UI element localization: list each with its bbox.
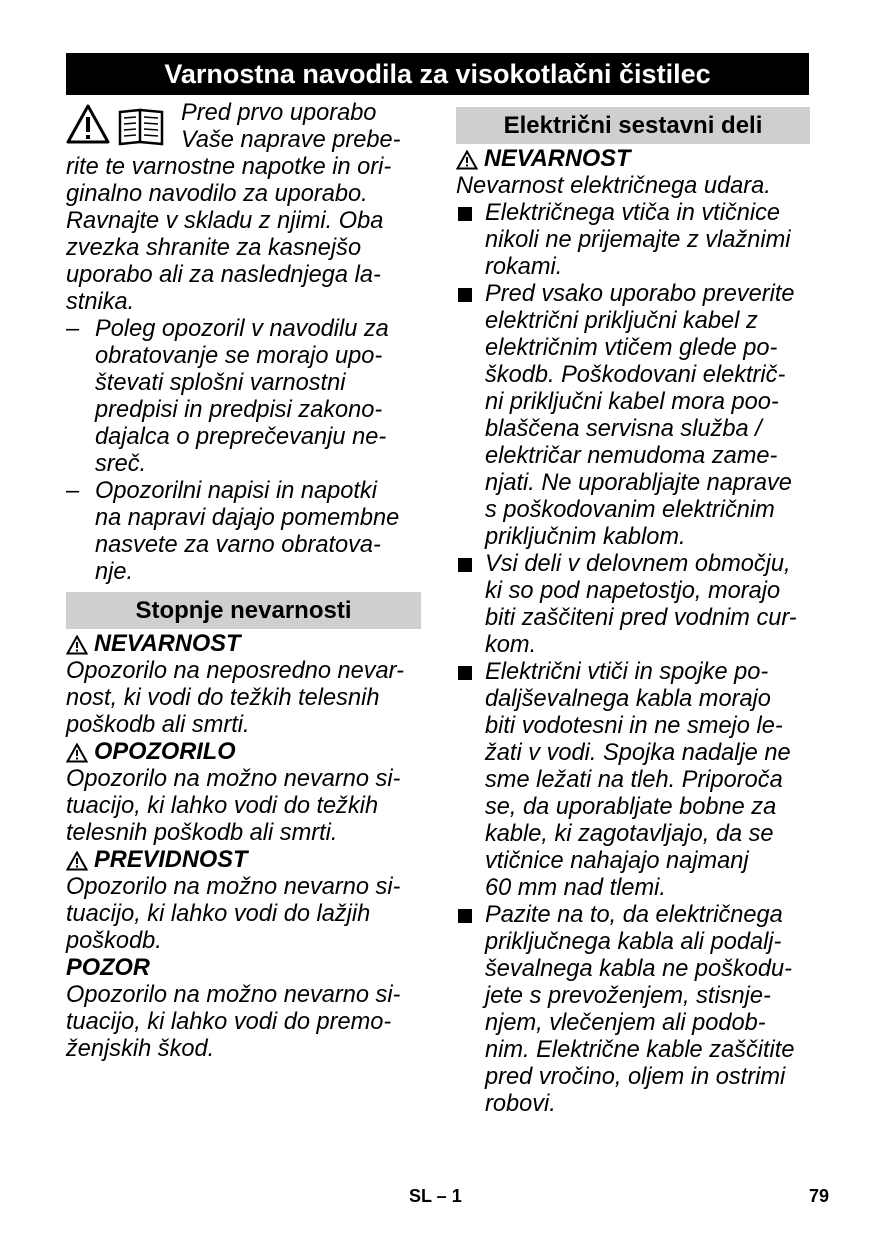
dash-line: dajalca o preprečevanju ne- — [95, 424, 387, 450]
intro-icons — [66, 104, 166, 153]
bullet-line: njem, vlečenjem ali podob- — [485, 1010, 766, 1036]
danger-text: Nevarnost električnega udara. — [456, 173, 771, 199]
bullet-line: Pred vsako uporabo preverite — [485, 281, 795, 307]
hazard-text: nost, ki vodi do težkih telesnih — [66, 685, 380, 711]
dash-line: predpisi in predpisi zakono- — [95, 397, 383, 423]
intro-line: stnika. — [66, 289, 135, 315]
hazard-text: tuacijo, ki lahko vodi do lažjih — [66, 901, 371, 927]
intro-line: Vaše naprave prebe- — [181, 127, 401, 153]
bullet-line: pred vročino, oljem in ostrimi — [485, 1064, 786, 1090]
hazard-label: PREVIDNOST — [94, 847, 248, 873]
dash-line: sreč. — [95, 451, 147, 477]
hazard-text: tuacijo, ki lahko vodi do premo- — [66, 1009, 392, 1035]
bullet-line: njati. Ne uporabljajte naprave — [485, 470, 792, 496]
page-number: 79 — [809, 1186, 830, 1206]
dash-line: nasvete za varno obratova- — [95, 532, 381, 558]
bullet-line: ševalnega kabla ne poškodu- — [485, 956, 792, 982]
warning-triangle-icon — [456, 150, 478, 170]
bullet-line: se, da uporabljate bobne za — [485, 794, 777, 820]
intro-line: Pred prvo uporabo — [181, 100, 377, 126]
dash-bullet: – — [66, 316, 80, 342]
intro-block — [66, 100, 421, 316]
section-heading-hazard-levels: Stopnje nevarnosti — [66, 592, 421, 629]
danger-heading — [456, 146, 810, 173]
hazard-label: OPOZORILO — [94, 739, 236, 765]
page-title: Varnostna navodila za visokotlačni čistilec — [66, 53, 809, 95]
dash-line: obratovanje se morajo upo- — [95, 343, 383, 369]
dash-line: Poleg opozoril v navodilu za — [95, 316, 389, 342]
dash-bullet: – — [66, 478, 80, 504]
right-column — [456, 107, 810, 1118]
bullet-line: električni priključni kabel z — [485, 308, 758, 334]
bullet-line: priključnim kablom. — [485, 524, 686, 550]
warning-triangle-icon — [66, 635, 88, 655]
hazard-label: POZOR — [66, 955, 150, 981]
bullet-list-item — [456, 659, 810, 902]
hazard-text: tuacijo, ki lahko vodi do težkih — [66, 793, 379, 819]
bullet-line: daljševalnega kabla morajo — [485, 686, 771, 712]
danger-label: NEVARNOST — [484, 146, 631, 172]
intro-line: rite te varnostne napotke in ori- — [66, 154, 392, 180]
hazard-text: ženjskih škod. — [66, 1036, 215, 1062]
warning-triangle-icon — [66, 851, 88, 871]
bullet-line: električar nemudoma zame- — [485, 443, 778, 469]
dash-line: na napravi dajajo pomembne — [95, 505, 400, 531]
square-bullet-icon — [458, 207, 472, 221]
hazard-level — [66, 955, 421, 1063]
left-column — [66, 100, 421, 1063]
bullet-line: Električni vtiči in spojke po- — [485, 659, 769, 685]
bullet-line: rokami. — [485, 254, 563, 280]
dash-line: števati splošni varnostni — [95, 370, 346, 396]
intro-line: Ravnajte v skladu z njimi. Oba — [66, 208, 384, 234]
bullet-list-item — [456, 281, 810, 551]
bullet-line: jete s prevoženjem, stisnje- — [485, 983, 771, 1009]
bullet-line: ki so pod napetostjo, morajo — [485, 578, 781, 604]
hazard-text: Opozorilo na neposredno nevar- — [66, 658, 404, 684]
bullet-list-item — [456, 551, 810, 659]
section-heading-electrical-parts: Električni sestavni deli — [456, 107, 810, 144]
dash-list-item — [66, 478, 421, 586]
bullet-line: kom. — [485, 632, 537, 658]
hazard-level — [66, 739, 421, 847]
bullet-line: nim. Električne kable zaščitite — [485, 1037, 795, 1063]
square-bullet-icon — [458, 288, 472, 302]
bullet-line: Električnega vtiča in vtičnice — [485, 200, 781, 226]
hazard-text: poškodb. — [66, 928, 162, 954]
warning-manual-icon — [66, 104, 166, 146]
bullet-line: robovi. — [485, 1091, 556, 1117]
intro-line: zvezka shranite za kasnejšo — [66, 235, 362, 261]
bullet-line: vtičnice nahajajo najmanj — [485, 848, 749, 874]
hazard-text: Opozorilo na možno nevarno si- — [66, 766, 401, 792]
hazard-label: NEVARNOST — [94, 631, 241, 657]
bullet-line: biti vodotesni in ne smejo le- — [485, 713, 783, 739]
hazard-level — [66, 847, 421, 955]
intro-line: uporabo ali za naslednjega la- — [66, 262, 381, 288]
intro-line: ginalno navodilo za uporabo. — [66, 181, 368, 207]
bullet-line: Vsi deli v delovnem območju, — [485, 551, 791, 577]
hazard-text: Opozorilo na možno nevarno si- — [66, 874, 401, 900]
hazard-level — [66, 631, 421, 739]
bullet-line: škodb. Poškodovani električ- — [485, 362, 786, 388]
bullet-line: biti zaščiteni pred vodnim cur- — [485, 605, 797, 631]
hazard-text: telesnih poškodb ali smrti. — [66, 820, 338, 846]
bullet-line: sme ležati na tleh. Priporoča — [485, 767, 783, 793]
bullet-list-item — [456, 200, 810, 281]
bullet-line: električnim vtičem glede po- — [485, 335, 778, 361]
hazard-text: Opozorilo na možno nevarno si- — [66, 982, 401, 1008]
bullet-line: blaščena servisna služba / — [485, 416, 762, 442]
bullet-line: ni priključni kabel mora poo- — [485, 389, 779, 415]
dash-line: Opozorilni napisi in napotki — [95, 478, 377, 504]
bullet-line: žati v vodi. Spojka nadalje ne — [485, 740, 791, 766]
square-bullet-icon — [458, 558, 472, 572]
bullet-line: Pazite na to, da električnega — [485, 902, 783, 928]
bullet-line: 60 mm nad tlemi. — [485, 875, 666, 901]
bullet-line: s poškodovanim električnim — [485, 497, 775, 523]
square-bullet-icon — [458, 909, 472, 923]
dash-line: nje. — [95, 559, 134, 585]
bullet-list-item — [456, 902, 810, 1118]
bullet-line: kable, ki zagotavljajo, da se — [485, 821, 774, 847]
footer-section-label: SL – 1 — [409, 1186, 462, 1206]
square-bullet-icon — [458, 666, 472, 680]
bullet-line: nikoli ne prijemajte z vlažnimi — [485, 227, 791, 253]
warning-triangle-icon — [66, 743, 88, 763]
dash-list-item — [66, 316, 421, 478]
bullet-line: priključnega kabla ali podalj- — [485, 929, 782, 955]
hazard-text: poškodb ali smrti. — [66, 712, 250, 738]
